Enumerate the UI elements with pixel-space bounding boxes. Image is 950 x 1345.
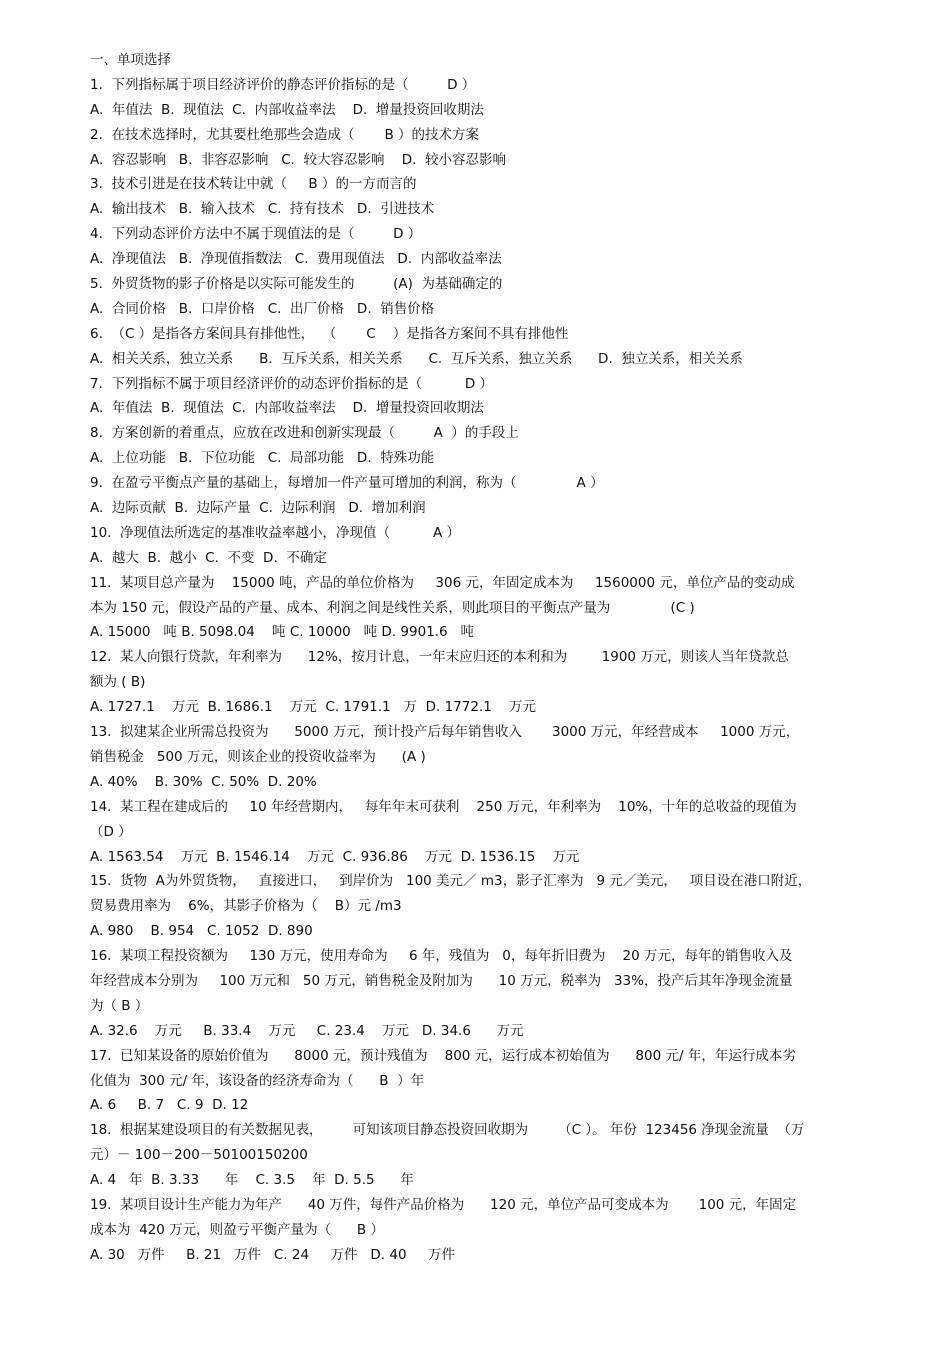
text-line: 2. 在技术选择时，尤其要杜绝那些会造成（ B ）的技术方案 bbox=[90, 126, 480, 143]
text-line: A. 边际贡献 B. 边际产量 C. 边际利润 D. 增加利润 bbox=[90, 500, 426, 517]
text-line: 16. 某项工程投资额为 130 万元，使用寿命为 6 年，残值为 0，每年折旧费为 20 万元，每年的销售收入及 bbox=[90, 948, 793, 965]
text-line: 9. 在盈亏平衡点产量的基础上，每增加一件产量可增加的利润，称为（ A ） bbox=[90, 475, 604, 492]
question-list bbox=[90, 48, 860, 1268]
text-line: 6. （C ）是指各方案间具有排他性， （ C ）是指各方案间不具有排他性 bbox=[90, 325, 569, 342]
text-line: 元）－ 100－200－50100150200 bbox=[90, 1147, 308, 1164]
text-line: A. 4 年 B. 3.33 年 C. 3.5 年 D. 5.5 年 bbox=[90, 1172, 414, 1189]
text-line: 12. 某人向银行贷款，年利率为 12%，按月计息，一年末应归还的本利和为 1900 万元，则该人当年贷款总 bbox=[90, 649, 789, 666]
text-line: 销售税金 500 万元，则该企业的投资收益率为 (A ) bbox=[90, 748, 426, 765]
text-line: A. 相关关系，独立关系 B. 互斥关系，相关关系 C. 互斥关系，独立关系 D. 独立关系，相关关系 bbox=[90, 350, 743, 367]
text-line: 14. 某工程在建成后的 10 年经营期内， 每年年末可获利 250 万元，年利率为 10%，十年的总收益的现值为 bbox=[90, 798, 797, 815]
text-line: 年经营成本分别为 100 万元和 50 万元，销售税金及附加为 10 万元，税率为 33%，投产后其年净现金流量 bbox=[90, 972, 793, 989]
text-line: 11. 某项目总产量为 15000 吨，产品的单位价格为 306 元，年固定成本为 1560000 元，单位产品的变动成 bbox=[90, 574, 795, 591]
text-line: 10. 净现值法所选定的基准收益率越小，净现值（ A ） bbox=[90, 524, 460, 541]
text-line: 额为 ( B) bbox=[90, 674, 146, 691]
text-line: A. 越大 B. 越小 C. 不变 D. 不确定 bbox=[90, 549, 327, 566]
text-line: A. 32.6 万元 B. 33.4 万元 C. 23.4 万元 D. 34.6 万元 bbox=[90, 1022, 524, 1039]
text-line: A. 15000 吨 B. 5098.04 吨 C. 10000 吨 D. 9901.6 吨 bbox=[90, 624, 475, 641]
text-line: 5. 外贸货物的影子价格是以实际可能发生的 (A) 为基础确定的 bbox=[90, 276, 503, 293]
text-line: A. 年值法 B. 现值法 C. 内部收益率法 D. 增量投资回收期法 bbox=[90, 101, 484, 118]
text-line: A. 上位功能 B. 下位功能 C. 局部功能 D. 特殊功能 bbox=[90, 450, 435, 467]
text-line: 化值为 300 元/ 年，该设备的经济寿命为（ B ）年 bbox=[90, 1072, 425, 1089]
section-heading: 一、单项选择 bbox=[90, 52, 171, 68]
text-line: 18. 根据某建设项目的有关数据见表， 可知该项目静态投资回收期为 （C ）。 年份 123456 净现金流量 （万 bbox=[90, 1122, 805, 1139]
text-line: 本为 150 元，假设产品的产量、成本、利润之间是线性关系，则此项目的平衡点产量为 (C ) bbox=[90, 599, 695, 616]
text-line: 13. 拟建某企业所需总投资为 5000 万元，预计投产后每年销售收入 3000 万元，年经营成本 1000 万元， bbox=[90, 724, 800, 741]
text-line: 7. 下列指标不属于项目经济评价的动态评价指标的是（ D ） bbox=[90, 375, 494, 392]
text-line: 17. 已知某设备的原始价值为 8000 元，预计残值为 800 元，运行成本初始值为 800 元/ 年，年运行成本劣 bbox=[90, 1047, 796, 1064]
text-line: （D ） bbox=[90, 823, 132, 840]
text-line: 成本为 420 万元，则盈亏平衡产量为（ B ） bbox=[90, 1221, 384, 1238]
text-line: A. 净现值法 B. 净现值指数法 C. 费用现值法 D. 内部收益率法 bbox=[90, 251, 502, 268]
text-line: A. 6 B. 7 C. 9 D. 12 bbox=[90, 1097, 249, 1114]
text-line: A. 1563.54 万元 B. 1546.14 万元 C. 936.86 万元 D. 1536.15 万元 bbox=[90, 848, 580, 865]
text-line: A. 合同价格 B. 口岸价格 C. 出厂价格 D. 销售价格 bbox=[90, 300, 435, 317]
text-line: A. 年值法 B. 现值法 C. 内部收益率法 D. 增量投资回收期法 bbox=[90, 400, 484, 417]
text-line: A. 容忍影响 B. 非容忍影响 C. 较大容忍影响 D. 较小容忍影响 bbox=[90, 151, 506, 168]
text-line: A. 输出技术 B. 输入技术 C. 持有技术 D. 引进技术 bbox=[90, 201, 435, 218]
text-line: 为（ B ） bbox=[90, 997, 149, 1014]
text-line: 8. 方案创新的着重点，应放在改进和创新实现最（ A ）的手段上 bbox=[90, 425, 519, 442]
text-line: A. 40% B. 30% C. 50% D. 20% bbox=[90, 773, 317, 790]
text-line: 19. 某项目设计生产能力为年产 40 万件，每件产品价格为 120 元，单位产品可变成本为 100 元，年固定 bbox=[90, 1196, 797, 1213]
text-line: A. 1727.1 万元 B. 1686.1 万元 C. 1791.1 万 D. 1772.1 万元 bbox=[90, 699, 536, 716]
text-line: 4. 下列动态评价方法中不属于现值法的是（ D ） bbox=[90, 226, 422, 243]
text-line: A. 980 B. 954 C. 1052 D. 890 bbox=[90, 923, 313, 940]
text-line: 3. 技术引进是在技术转让中就（ B ）的一方而言的 bbox=[90, 176, 417, 193]
text-line: A. 30 万件 B. 21 万件 C. 24 万件 D. 40 万件 bbox=[90, 1246, 455, 1263]
text-line: 15. 货物 A为外贸货物， 直接进口， 到岸价为 100 美元／ m3，影子汇率为 9 元／美元， 项目设在港口附近， bbox=[90, 873, 812, 890]
text-line: 贸易费用率为 6%，其影子价格为（ B）元 /m3 bbox=[90, 898, 402, 915]
text-line: 1. 下列指标属于项目经济评价的静态评价指标的是（ D ） bbox=[90, 76, 476, 93]
